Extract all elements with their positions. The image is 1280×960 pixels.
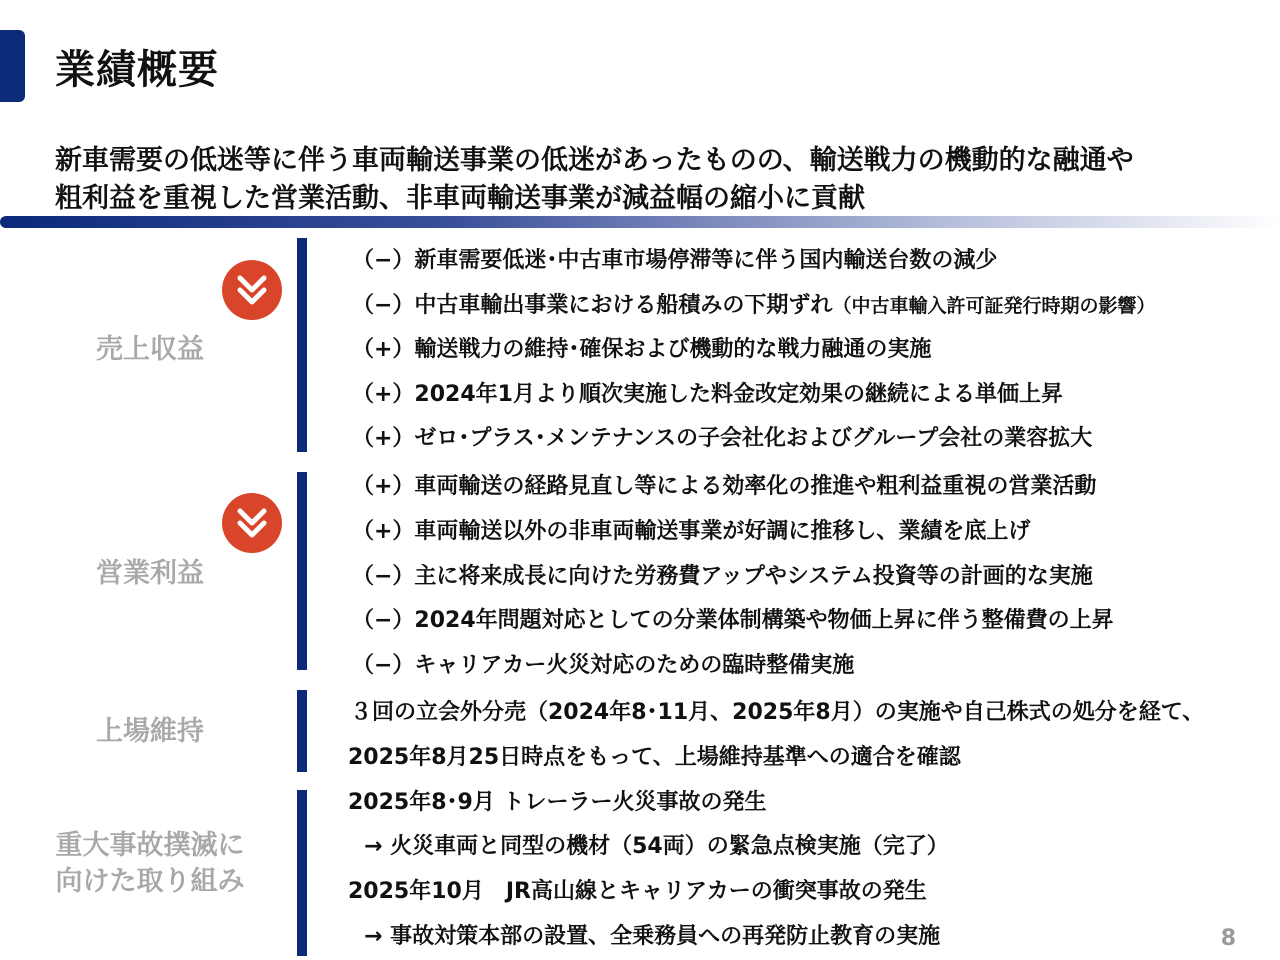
section-label-revenue: 売上収益 [96,334,204,365]
headline-line-2: 粗利益を重視した営業活動、非車両輸送事業が減益幅の縮小に貢献 [55,183,865,214]
profit-item-4: （−）2024年問題対応としての分業体制構築や物価上昇に伴う整備費の上昇 [352,608,1114,633]
section-label-listing: 上場維持 [96,716,204,747]
double-chevron-down-icon [222,260,282,320]
profit-item-5: （−）キャリアカー火災対応のための臨時整備実施 [352,653,855,678]
accident-item-2: → 火災車両と同型の機材（54両）の緊急点検実施（完了） [364,834,949,859]
profit-item-1: （+）車両輸送の経路見直し等による効率化の推進や粗利益重視の営業活動 [352,474,1097,499]
page-number: 8 [1220,926,1236,951]
title-accent-bar [0,30,25,102]
section-bar-listing [297,690,307,772]
headline-line-1: 新車需要の低迷等に伴う車両輸送事業の低迷があったものの、輸送戦力の機動的な融通や [55,145,1134,176]
revenue-item-2 [352,291,1155,321]
section-bar-revenue [297,238,307,452]
revenue-item-4: （+）2024年1月より順次実施した料金改定効果の継続による単価上昇 [352,382,1063,407]
section-label-accident-line-2: 向けた取り組み [55,866,245,897]
section-label-accident [40,828,260,900]
listing-item-1: ３回の立会外分売（2024年8･11月、2025年8月）の実施や自己株式の処分を経て、 [350,700,1205,725]
section-bar-accident [297,790,307,956]
listing-item-2: 2025年8月25日時点をもって、上場維持基準への適合を確認 [348,745,961,770]
accident-item-4: → 事故対策本部の設置、全乗務員への再発防止教育の実施 [364,924,941,949]
accident-item-1: 2025年8･9月 トレーラー火災事故の発生 [348,790,767,815]
profit-item-3: （−）主に将来成長に向けた労務費アップやシステム投資等の計画的な実施 [352,564,1093,589]
accident-item-3: 2025年10月 JR高山線とキャリアカーの衝突事故の発生 [348,879,927,904]
revenue-item-1: （−）新車需要低迷･中古車市場停滞等に伴う国内輸送台数の減少 [352,248,998,273]
revenue-item-2-text: （−）中古車輸出事業における船積みの下期ずれ [352,293,833,318]
section-label-accident-line-1: 重大事故撲滅に [55,830,245,861]
revenue-item-3: （+）輸送戦力の維持･確保および機動的な戦力融通の実施 [352,337,932,362]
double-chevron-down-icon [222,493,282,553]
headline [55,142,1275,218]
revenue-item-5: （+）ゼロ･プラス･メンテナンスの子会社化およびグループ会社の業容拡大 [352,426,1093,451]
page-title: 業績概要 [55,47,219,93]
section-label-operating-profit: 営業利益 [96,558,204,589]
section-bar-operating-profit [297,472,307,670]
profit-item-2: （+）車両輸送以外の非車両輸送事業が好調に推移し、業績を底上げ [352,519,1031,544]
headline-divider [0,216,1280,228]
revenue-item-2-note: （中古車輸入許可証発行時期の影響） [832,295,1156,317]
